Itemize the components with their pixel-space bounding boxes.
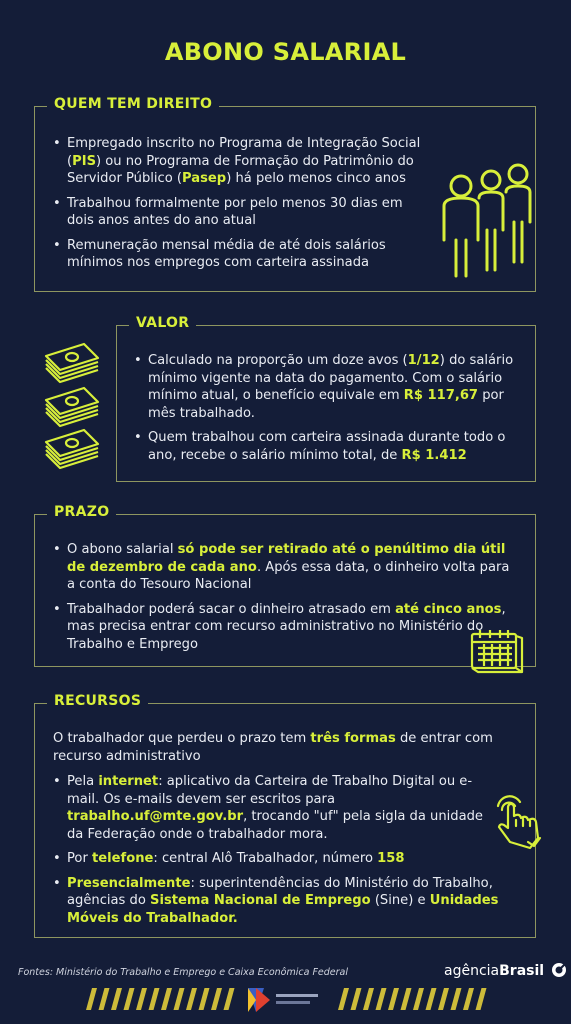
list-item [53,237,423,272]
body-text: , mas precisa entrar com recurso administrativo no Ministério do Trabalho e Emprego [67,601,506,652]
highlight-text: PIS [72,153,97,169]
decorative-stripes-left [86,988,238,1010]
stripe [401,988,412,1010]
people-icon [436,158,540,280]
highlight-text: internet [98,774,159,789]
valor-list-container [134,352,520,471]
quem-list [53,135,423,272]
section-label: RECURSOS [47,693,148,709]
stripe [376,988,387,1010]
list-item [53,541,519,594]
stripe [363,988,374,1010]
body-text: . Após essa data, o dinheiro volta para a conta do Tesouro Nacional [67,559,510,592]
highlight-text: Presencialmente [67,875,191,891]
recursos-intro [53,730,501,765]
highlight-text: telefone [92,851,154,866]
stripe [161,988,172,1010]
brand-logo-icon [551,962,567,978]
valor-list [134,352,520,464]
body-text: O trabalhador que perdeu o prazo tem [53,731,311,746]
stripe [388,988,399,1010]
list-item [53,601,519,654]
page-title: ABONO SALARIAL [164,38,407,66]
stripe [413,988,424,1010]
stripe [86,988,97,1010]
stripe [463,988,474,1010]
body-text: Empregado inscrito no Programa de Integração Social ( [67,136,421,169]
body-text: Trabalhou formalmente por pelo menos 30 dias em dois anos antes do ano atual [67,195,403,228]
stripe [199,988,210,1010]
brand-bold: Brasil [499,963,545,979]
stripe [438,988,449,1010]
body-text: ) há pelo menos cinco anos [226,171,406,186]
stripe [224,988,235,1010]
list-item [53,195,423,230]
stripe [351,988,362,1010]
calendar-icon [468,626,524,674]
list-item [134,352,520,422]
highlight-text: três formas [310,731,396,746]
body-text: por mês trabalhado. [148,388,504,421]
highlight-text: Unidades Móveis do Trabalhador. [67,893,499,926]
list-item [53,875,501,928]
section-label: PRAZO [47,504,116,520]
body-text: Trabalhador poderá sacar o dinheiro atrasado em [67,601,396,617]
highlight-text: trabalho.uf@mte.gov.br [67,809,244,824]
recursos-content [53,730,501,934]
body-text: (Sine) e [370,893,430,908]
list-item [53,773,501,843]
recursos-list [53,773,501,927]
quem-list-container [53,135,423,279]
stripe [338,988,349,1010]
body-text: ) do salário mínimo vigente na data do pagamento. Com o salário mínimo atual, o benefício equivale em [148,353,514,403]
list-item [134,429,520,464]
body-text: de entrar com recurso administrativo [53,731,493,764]
highlight-text: Pasep [182,171,227,186]
stripe [99,988,110,1010]
body-text: : aplicativo da Carteira de Trabalho Digital ou e-mail. Os e-mails devem ser escritos para [67,774,473,807]
body-text: Por [67,851,92,866]
sources-note: Fontes: Ministério do Trabalho e Emprego e Caixa Econômica Federal [18,967,348,978]
tap-hand-icon [490,792,546,852]
body-text: Remuneração mensal média de até dois salários mínimos nos empregos com carteira assinada [67,237,386,270]
decorative-stripes-right [338,988,490,1010]
list-item [53,135,423,188]
stripe [174,988,185,1010]
section-label: QUEM TEM DIREITO [47,96,219,112]
brand-logo [444,962,567,979]
body-text: Calculado na proporção um doze avos ( [148,353,408,368]
prazo-list-container [53,541,519,660]
highlight-text: até cinco anos [395,601,502,617]
stripe [136,988,147,1010]
body-text: O abono salarial [67,542,178,557]
list-item [53,850,501,868]
center-logo-icon [244,984,324,1016]
stripe [476,988,487,1010]
highlight-text: 158 [377,851,405,866]
highlight-text: Sistema Nacional de Emprego [150,893,371,908]
body-text: : central Alô Trabalhador, número [153,851,378,866]
body-text: Quem trabalhou com carteira assinada durante todo o ano, recebe o salário mínimo total, de [148,430,506,463]
highlight-text: R$ 117,67 [403,388,479,403]
stripe [211,988,222,1010]
stripe [186,988,197,1010]
stripe [426,988,437,1010]
highlight-text: só pode ser retirado até o penúltimo dia útil de dezembro de cada ano [67,542,506,575]
prazo-list [53,541,519,653]
body-text: ) ou no Programa de Formação do Patrimônio do Servidor Público ( [67,153,414,186]
body-text: , trocando "uf" pela sigla da unidade da Federação onde o trabalhador mora. [67,809,483,842]
highlight-text: 1/12 [407,353,440,368]
highlight-text: R$ 1.412 [401,447,467,463]
body-text: : superintendências do Ministério do Trabalho, agências do [67,875,493,908]
section-label: VALOR [129,315,196,331]
brand-prefix: agência [444,963,500,979]
stripe [149,988,160,1010]
stripe [111,988,122,1010]
stripe [451,988,462,1010]
money-stack-icon [40,338,104,472]
body-text: Pela [67,774,99,789]
stripe [124,988,135,1010]
